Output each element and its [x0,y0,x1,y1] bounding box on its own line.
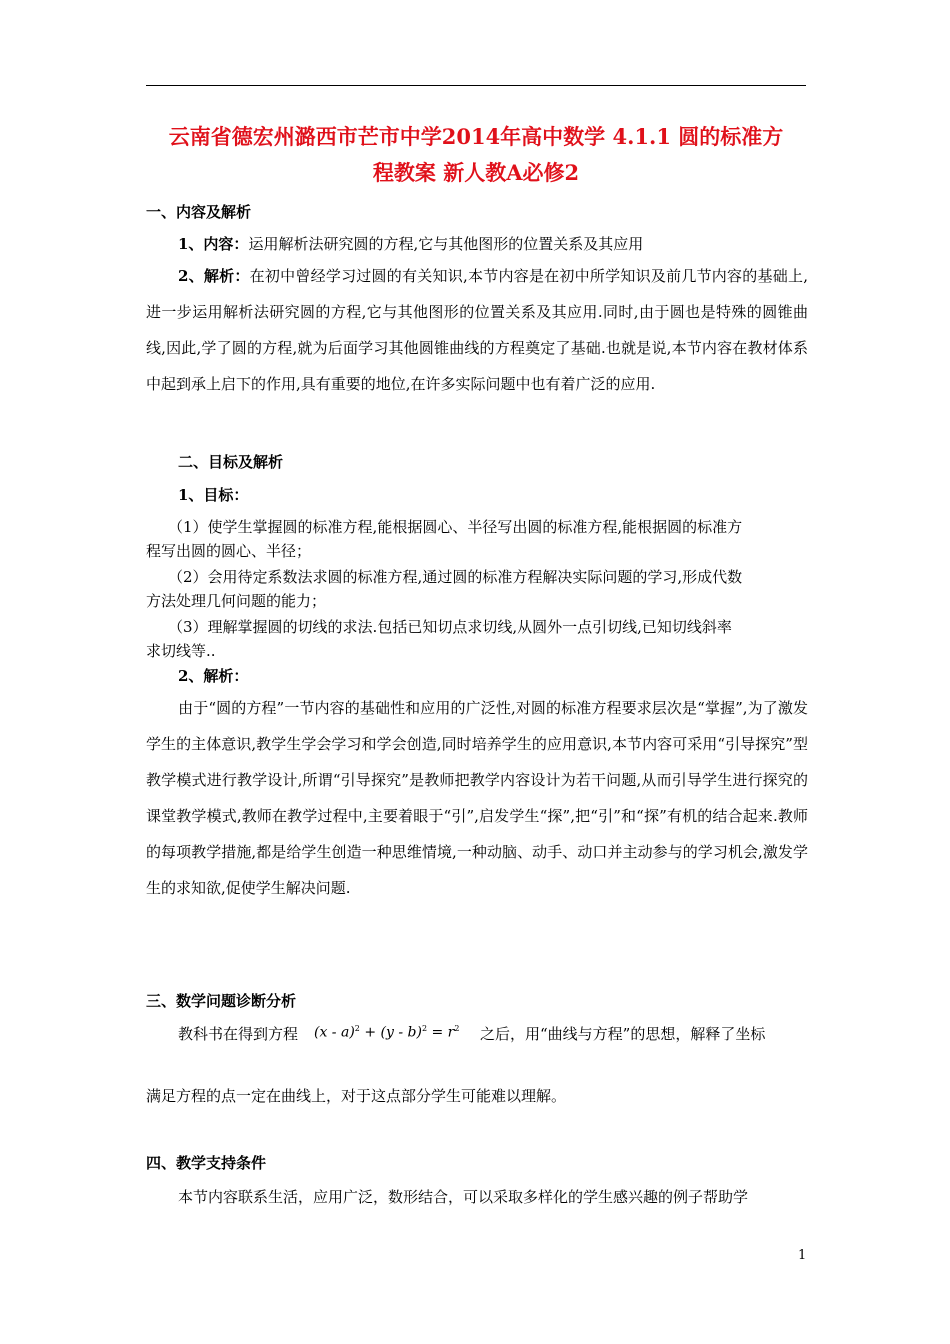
goal-label: 1、目标： [178,486,249,504]
formula-term-y: + (y - b) [359,1024,422,1041]
section-heading-diagnosis: 三、数学问题诊断分析 [146,992,297,1010]
formula-exp-3: 2 [454,1024,460,1033]
analysis-text: 在初中曾经学习过圆的有关知识,本节内容是在初中所学知识及前几节内容的基础上,进一步运用解析法研究圆的方程,它与其他图形的位置关系及其应用.同时,由于圆也是特殊的圆锥曲线,因此,学了圆的方程,就为后面学习其他圆锥曲线的方程奠定了基础.也就是说,本节内容在教材体系中起到承上启下的作用,具有重要的地位,在许多实际问题中也有着广泛的应用. [146,267,809,393]
document-title-line1: 云南省德宏州潞西市芒市中学2014年高中数学 4.1.1 圆的标准方 [168,124,784,149]
content-analysis-paragraph [146,258,808,402]
section-heading-goals: 二、目标及解析 [178,453,284,471]
support-text: 本节内容联系生活，应用广泛，数形结合，可以采取多样化的学生感兴趣的例子帮助学 [178,1188,749,1206]
formula-term-r: = r [427,1024,455,1041]
goal-1-line-a: （1）使学生掌握圆的标准方程,能根据圆心、半径写出圆的标准方程,能根据圆的标准方 [168,518,743,536]
goal-analysis-paragraph [146,690,808,906]
goal-1-line-b: 程写出圆的圆心、半径； [146,542,312,560]
goal-analysis-label: 2、解析： [178,667,249,685]
content-text: 运用解析法研究圆的方程,它与其他图形的位置关系及其应用 [248,235,644,253]
diagnosis-text-before: 教科书在得到方程 [178,1025,299,1043]
goal-3-line-a: （3）理解掌握圆的切线的求法.包括已知切点求切线,从圆外一点引切线,已知切线斜率 [168,618,732,636]
diagnosis-text-after: 之后，用“曲线与方程”的思想，解释了坐标 [480,1025,766,1043]
formula-exp-1: 2 [354,1024,360,1033]
diagnosis-line-2: 满足方程的点一定在曲线上，对于这点部分学生可能难以理解。 [146,1087,567,1105]
content-line [178,233,643,255]
analysis-label: 2、解析： [178,267,250,285]
content-label: 1、内容： [178,235,249,253]
goal-2-line-b: 方法处理几何问题的能力； [146,592,327,610]
circle-equation-formula [314,1024,459,1041]
goal-analysis-text: 由于“圆的方程”一节内容的基础性和应用的广泛性,对圆的标准方程要求层次是“掌握”,为了激发学生的主体意识,教学生学会学习和学会创造,同时培养学生的应用意识,本节内容可采用“引导探究”型教学模式进行教学设计,所谓“引导探究”是教师把教学内容设计为若干问题,从而引导学生进行探究的课堂教学模式,教师在教学过程中,主要着眼于“引”,启发学生“探”,把“引”和“探”有机的结合起来.教师的每项教学措施,都是给学生创造一种思维情境,一种动脑、动手、动口并主动参与的学习机会,激发学生的求知欲,促使学生解决问题. [146,699,808,897]
goal-3-line-b: 求切线等.. [146,642,216,660]
goal-2-line-a: （2）会用待定系数法求圆的标准方程,通过圆的标准方程解决实际问题的学习,形成代数 [168,568,743,586]
formula-term-x: (x - a) [314,1024,355,1041]
section-heading-content: 一、内容及解析 [146,203,252,221]
formula-exp-2: 2 [421,1024,428,1033]
page-number: 1 [798,1248,807,1263]
section-heading-support: 四、教学支持条件 [146,1154,267,1172]
document-title-line2: 程教案 新人教A必修2 [372,160,580,185]
header-rule [146,85,806,86]
